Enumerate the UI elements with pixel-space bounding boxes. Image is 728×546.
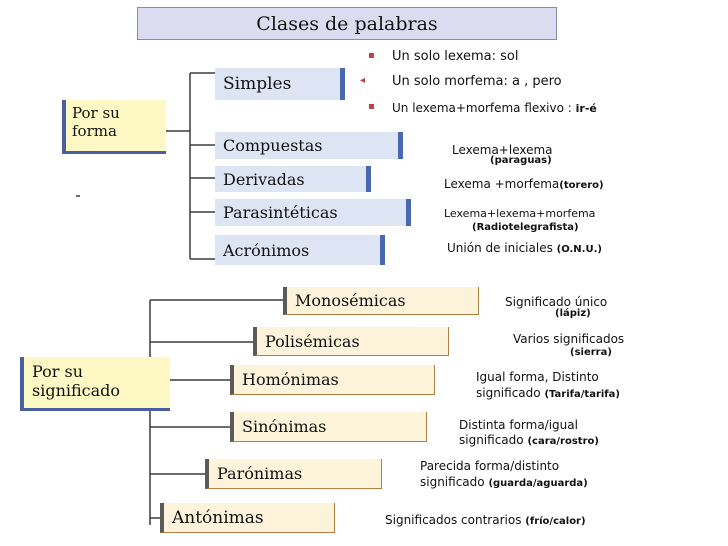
example-paronimas: (guarda/aguarda) <box>488 478 588 489</box>
simples-note-3 <box>392 101 597 116</box>
example-monosemicas: (lápiz) <box>555 308 591 319</box>
desc-derivadas-text: Lexema +morfema <box>444 177 560 191</box>
node-paronimas: Parónimas <box>205 459 382 489</box>
example-homonimas: (Tarifa/tarifa) <box>544 389 620 400</box>
desc-homonimas: Igual forma, Distinto <box>476 370 599 384</box>
example-parasinteticas: (Radiotelegrafista) <box>472 222 579 233</box>
desc-antonimas <box>385 513 586 529</box>
node-acronimos: Acrónimos <box>215 235 385 265</box>
simples-note-1: Un solo lexema: sol <box>392 49 519 64</box>
node-parasinteticas: Parasintéticas <box>215 199 411 226</box>
desc-monosemicas: Significado único <box>505 295 608 309</box>
node-monosemicas: Monosémicas <box>283 287 479 315</box>
node-antonimas: Antónimas <box>160 503 335 533</box>
node-polisemicas: Polisémicas <box>253 327 449 356</box>
desc-acronimos-text: Unión de iniciales <box>447 241 553 255</box>
bullet-icon: ▪ <box>368 50 375 61</box>
desc-sinonimas: Distinta forma/igual <box>459 418 578 432</box>
desc-parasinteticas: Lexema+lexema+morfema <box>444 207 596 220</box>
bullet-icon: ▪ <box>368 101 375 112</box>
example-polisemicas: (sierra) <box>570 347 612 358</box>
desc-paronimas-line2 <box>420 475 588 491</box>
category-label-line1: Por su <box>32 362 83 381</box>
example-compuestas: (paraguas) <box>490 155 552 166</box>
desc-sinonimas-word: significado <box>459 433 524 447</box>
desc-acronimos <box>447 241 602 257</box>
category-por-su-significado <box>20 357 170 411</box>
desc-homonimas-line2 <box>476 386 620 402</box>
simples-note-3-example: ir-é <box>575 102 597 115</box>
arrow-icon: ◂ <box>360 75 366 86</box>
example-derivadas: (torero) <box>559 180 604 191</box>
example-antonimas: (frío/calor) <box>525 516 586 527</box>
desc-sinonimas-line2 <box>459 433 599 449</box>
node-homonimas: Homónimas <box>230 365 435 395</box>
category-label-line2: forma <box>72 122 117 140</box>
node-simples: Simples <box>215 68 345 100</box>
desc-paronimas: Parecida forma/distinto <box>420 459 560 473</box>
category-label-line2: significado <box>32 381 121 400</box>
desc-derivadas <box>444 177 604 193</box>
desc-compuestas: Lexema+lexema <box>452 143 553 157</box>
node-derivadas: Derivadas <box>215 166 371 192</box>
desc-homonimas-word: significado <box>476 386 541 400</box>
example-sinonimas: (cara/rostro) <box>527 436 599 447</box>
desc-antonimas-text: Significados contrarios <box>385 513 522 527</box>
diagram-title: Clases de palabras <box>137 7 557 40</box>
simples-note-2: Un solo morfema: a , pero <box>392 74 562 89</box>
desc-paronimas-word: significado <box>420 475 485 489</box>
simples-note-3-text: Un lexema+morfema flexivo : <box>392 101 572 115</box>
example-acronimos: (O.N.U.) <box>556 244 602 255</box>
desc-polisemicas: Varios significados <box>513 332 625 346</box>
forma-connectors <box>166 73 215 259</box>
node-sinonimas: Sinónimas <box>230 412 427 442</box>
node-compuestas: Compuestas <box>215 132 403 159</box>
category-label-line1: Por su <box>72 104 120 122</box>
category-por-su-forma <box>62 100 166 154</box>
